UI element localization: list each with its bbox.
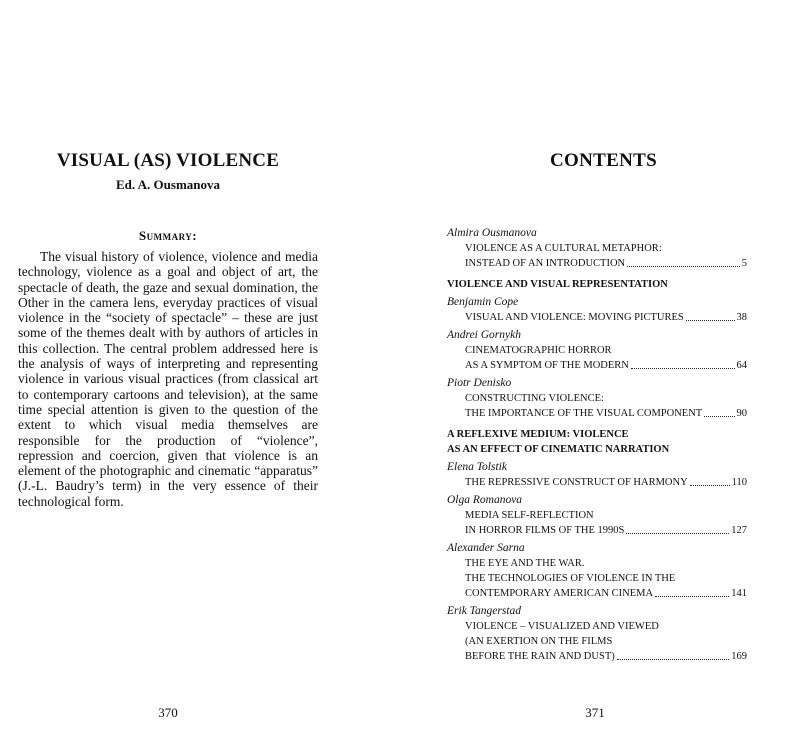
toc-author: Alexander Sarna (447, 542, 525, 554)
toc-entry-last-line (447, 649, 747, 664)
toc-entry-last-line (447, 256, 747, 271)
toc-entry-title-line: IN HORROR FILMS OF THE 1990S (465, 525, 625, 536)
toc-section-heading (447, 277, 747, 292)
toc-section-heading (447, 427, 747, 457)
toc-author: Benjamin Cope (447, 296, 519, 308)
toc-entry-last-line (447, 406, 747, 421)
table-of-contents (447, 223, 747, 667)
toc-entry-last-line (447, 475, 747, 490)
toc-entry-title-line: INSTEAD OF AN INTRODUCTION (465, 258, 626, 269)
toc-entry-title-line: THE TECHNOLOGIES OF VIOLENCE IN THE (465, 573, 676, 584)
toc-entry[interactable] (447, 295, 747, 325)
toc-author: Elena Tolstik (447, 461, 507, 473)
toc-page-number: 169 (731, 651, 747, 662)
toc-entry-title-line: VIOLENCE AS A CULTURAL METAPHOR: (465, 243, 662, 254)
toc-section-line: AS AN EFFECT OF CINEMATIC NARRATION (447, 444, 670, 455)
toc-dot-leader (626, 523, 729, 534)
toc-page-number: 5 (741, 258, 747, 269)
toc-entry-title-line: THE REPRESSIVE CONSTRUCT OF HARMONY (465, 477, 688, 488)
toc-entry-title-line: CONSTRUCTING VIOLENCE: (465, 393, 604, 404)
toc-dot-leader (631, 358, 735, 369)
toc-author: Erik Tangerstad (447, 605, 522, 617)
toc-entry-last-line (447, 310, 747, 325)
page-number-right: 371 (585, 705, 605, 720)
right-page (402, 0, 805, 755)
summary-text: The visual history of violence, violence and media technology, violence as a goal and object of art, the spectacle of death, the gaze and sexual domination, the Other in the camera lens, everyday practices of visual violence in the “society of spectacle” – these are just some of the themes dealt with by authors of articles in this collection. The central problem addressed here is the analysis of ways of interpreting and representing violence in various visual practices (from classical art to contemporary cartoons and television), at the same time special attention is given to the question of the extent to which visual media themselves are responsible for the production of “violence”, repression and coercion, given that violence is an element of the photographic and cinematic “apparatus” (J.-L. Baudry’s term) in the very essence of their technological form. (18, 249, 318, 509)
toc-section-line: A REFLEXIVE MEDIUM: VIOLENCE (447, 429, 629, 440)
toc-author: Piotr Denisko (447, 377, 512, 389)
toc-page-number: 141 (731, 588, 747, 599)
toc-entry[interactable] (447, 328, 747, 373)
toc-dot-leader (690, 475, 730, 486)
toc-entry-last-line (447, 586, 747, 601)
toc-entry[interactable] (447, 460, 747, 490)
toc-author: Andrei Gornykh (447, 329, 521, 341)
toc-entry-title-line: VISUAL AND VIOLENCE: MOVING PICTURES (465, 312, 684, 323)
toc-entry-title-line: VIOLENCE – VISUALIZED AND VIEWED (465, 621, 659, 632)
toc-entry[interactable] (447, 376, 747, 421)
editor-line: Ed. A. Ousmanova (115, 177, 221, 192)
toc-entry-title-line: AS A SYMPTOM OF THE MODERN (465, 360, 629, 371)
toc-section-line: VIOLENCE AND VISUAL REPRESENTATION (447, 279, 668, 290)
toc-entry-title-line: THE IMPORTANCE OF THE VISUAL COMPONENT (465, 408, 703, 419)
toc-page-number: 38 (736, 312, 747, 323)
toc-entry-title-line: MEDIA SELF-REFLECTION (465, 510, 594, 521)
page-number-left: 370 (158, 705, 178, 720)
toc-page-number: 110 (731, 477, 747, 488)
left-page (0, 0, 402, 755)
book-title: VISUAL (AS) VIOLENCE (56, 150, 280, 171)
toc-author: Almira Ousmanova (447, 227, 537, 239)
toc-entry-last-line (447, 358, 747, 373)
toc-entry-title-line: THE EYE AND THE WAR. (465, 558, 585, 569)
toc-dot-leader (655, 586, 729, 597)
toc-dot-leader (686, 310, 735, 321)
toc-dot-leader (617, 649, 730, 660)
toc-entry[interactable] (447, 541, 747, 601)
contents-title: CONTENTS (550, 150, 657, 171)
toc-entry[interactable] (447, 604, 747, 664)
summary-heading: Summary: (138, 228, 198, 243)
toc-dot-leader (704, 406, 734, 417)
toc-dot-leader (627, 256, 740, 267)
toc-author: Olga Romanova (447, 494, 523, 506)
toc-entry-last-line (447, 523, 747, 538)
toc-entry-title-line: CINEMATOGRAPHIC HORROR (465, 345, 612, 356)
toc-entry[interactable] (447, 226, 747, 271)
toc-page-number: 90 (736, 408, 747, 419)
toc-entry-title-line: CONTEMPORARY AMERICAN CINEMA (465, 588, 654, 599)
toc-entry-title-line: BEFORE THE RAIN AND DUST) (465, 651, 615, 662)
toc-page-number: 64 (736, 360, 747, 371)
toc-entry-title-line: (AN EXERTION ON THE FILMS (465, 636, 613, 647)
toc-page-number: 127 (731, 525, 747, 536)
toc-entry[interactable] (447, 493, 747, 538)
